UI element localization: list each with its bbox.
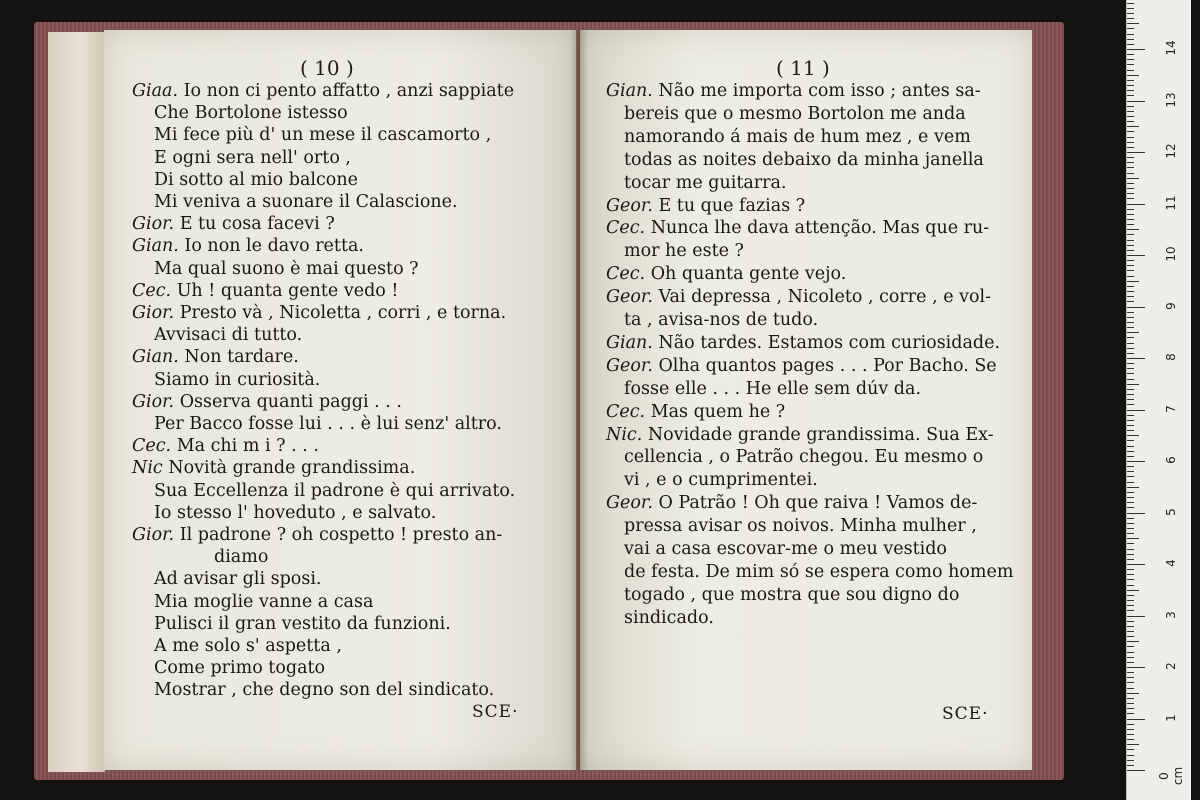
ruler-tick bbox=[1127, 466, 1134, 467]
ruler-tick bbox=[1127, 744, 1139, 745]
ruler-tick bbox=[1127, 234, 1134, 235]
line-text: E tu que fazias ? bbox=[652, 195, 806, 216]
line-text: Ad avisar gli sposi. bbox=[154, 569, 322, 590]
ruler-tick bbox=[1127, 410, 1145, 411]
text-line bbox=[624, 538, 947, 560]
ruler-tick bbox=[1127, 255, 1145, 256]
speaker-name: Cec. bbox=[132, 436, 172, 457]
ruler-tick bbox=[1127, 451, 1134, 452]
ruler-tick bbox=[1127, 461, 1145, 462]
ruler-number: 3 bbox=[1164, 610, 1178, 619]
line-text: togado , que mostra que sou digno do bbox=[624, 584, 960, 605]
ruler-tick bbox=[1127, 389, 1134, 390]
line-text: vi , e o cumprimentei. bbox=[624, 470, 818, 491]
ruler-tick bbox=[1127, 739, 1134, 740]
line-text: Per Bacco fosse lui . . . è lui senz' altro. bbox=[154, 414, 502, 434]
ruler-tick bbox=[1127, 59, 1134, 60]
line-text: Mi fece più d' un mese il cascamorto , bbox=[154, 125, 492, 146]
line-text: Nunca lhe dava attenção. Mas que ru- bbox=[645, 218, 990, 239]
ruler-tick bbox=[1127, 137, 1134, 138]
ruler-tick bbox=[1127, 569, 1134, 570]
ruler-number: 2 bbox=[1164, 662, 1178, 670]
ruler-tick bbox=[1127, 152, 1145, 153]
line-text: E ogni sera nell' orto , bbox=[154, 147, 351, 168]
text-line bbox=[132, 391, 402, 413]
line-text: Siamo in curiosità. bbox=[154, 369, 321, 390]
ruler-number: 5 bbox=[1164, 507, 1178, 516]
text-line bbox=[606, 332, 1000, 354]
ruler-tick bbox=[1127, 404, 1134, 405]
text-line bbox=[624, 584, 959, 606]
ruler-tick bbox=[1127, 765, 1134, 766]
ruler-tick bbox=[1127, 219, 1134, 220]
line-text: Il padrone ? oh cospetto ! presto an- bbox=[174, 525, 503, 545]
ruler-tick bbox=[1127, 327, 1134, 328]
text-line bbox=[624, 103, 966, 125]
ruler-tick bbox=[1127, 528, 1134, 529]
ruler-tick bbox=[1127, 482, 1134, 483]
ruler-tick bbox=[1127, 513, 1145, 514]
ruler-tick bbox=[1127, 677, 1134, 678]
line-text: Não tardes. Estamos com curiosidade. bbox=[652, 332, 1001, 353]
text-line bbox=[624, 126, 971, 148]
ruler-tick bbox=[1127, 590, 1139, 591]
text-line bbox=[132, 213, 335, 235]
line-text: Novità grande grandissima. bbox=[162, 458, 416, 479]
text-line bbox=[606, 263, 846, 285]
text-line bbox=[154, 191, 458, 213]
speaker-name: Gior. bbox=[132, 214, 175, 235]
ruler-tick bbox=[1127, 543, 1134, 544]
catchword-left: SCE· bbox=[472, 702, 519, 722]
line-text: bereis que o mesmo Bortolon me anda bbox=[624, 103, 966, 124]
speaker-name: Cec. bbox=[606, 218, 646, 239]
text-line bbox=[154, 679, 494, 701]
text-line bbox=[214, 546, 268, 568]
ruler-tick bbox=[1127, 662, 1134, 663]
text-line bbox=[154, 169, 358, 191]
text-line bbox=[154, 413, 502, 435]
text-line bbox=[624, 607, 714, 629]
ruler-tick bbox=[1127, 415, 1134, 416]
ruler-tick bbox=[1127, 631, 1134, 632]
line-text: A me solo s' aspetta , bbox=[154, 636, 342, 656]
text-line bbox=[624, 446, 983, 468]
ruler-number: 14 bbox=[1164, 40, 1178, 56]
ruler-tick bbox=[1127, 343, 1134, 344]
ruler-tick bbox=[1127, 322, 1134, 323]
line-text: Sua Eccellenza il padrone è qui arrivato. bbox=[154, 480, 516, 501]
ruler-tick bbox=[1127, 394, 1134, 395]
ruler-tick bbox=[1127, 193, 1134, 194]
ruler-tick bbox=[1127, 95, 1134, 96]
ruler-tick bbox=[1127, 559, 1134, 560]
ruler-tick bbox=[1127, 260, 1134, 261]
ruler-tick bbox=[1127, 682, 1134, 683]
ruler-tick bbox=[1127, 54, 1134, 55]
ruler-number: 13 bbox=[1164, 91, 1178, 108]
text-line bbox=[154, 102, 348, 124]
text-line bbox=[154, 480, 515, 502]
ruler-tick bbox=[1127, 188, 1134, 189]
ruler-tick bbox=[1127, 698, 1134, 699]
text-line bbox=[606, 80, 981, 102]
speaker-name: Gian. bbox=[132, 347, 179, 368]
line-text: Io non ci pento affatto , anzi sappiate bbox=[178, 81, 515, 101]
text-line bbox=[624, 469, 818, 491]
ruler-tick bbox=[1127, 564, 1145, 565]
ruler-tick bbox=[1127, 317, 1134, 318]
speaker-name: Nic. bbox=[606, 424, 643, 445]
ruler-tick bbox=[1127, 291, 1134, 292]
line-text: de festa. De mim só se espera como homem bbox=[624, 561, 1014, 582]
ruler-tick bbox=[1127, 75, 1139, 76]
speaker-name: Gior. bbox=[132, 525, 175, 545]
ruler-tick bbox=[1127, 39, 1134, 40]
line-text: Come primo togato bbox=[154, 658, 326, 679]
ruler-tick bbox=[1127, 435, 1139, 436]
line-text: Mostrar , che degno son del sindicato. bbox=[154, 680, 495, 701]
flyleaf-edge bbox=[48, 32, 105, 772]
ruler-tick bbox=[1127, 13, 1134, 14]
line-text: Avvisaci di tutto. bbox=[154, 325, 303, 346]
line-text: Presto và , Nicoletta , corri , e torna. bbox=[174, 303, 507, 323]
ruler-tick bbox=[1127, 430, 1134, 431]
ruler-number: 9 bbox=[1164, 301, 1178, 310]
ruler-tick bbox=[1127, 538, 1139, 539]
ruler-tick bbox=[1127, 214, 1134, 215]
speaker-name: Gior. bbox=[132, 391, 175, 412]
page-number-right: ( 11 ) bbox=[776, 56, 830, 80]
ruler-tick bbox=[1127, 646, 1134, 647]
text-line bbox=[132, 435, 319, 457]
text-line bbox=[606, 286, 991, 308]
ruler-tick bbox=[1127, 80, 1134, 81]
right-page bbox=[580, 30, 1032, 770]
line-text: Não me importa com isso ; antes sa- bbox=[652, 81, 981, 101]
text-line bbox=[624, 149, 984, 171]
ruler-number: 12 bbox=[1164, 143, 1178, 159]
ruler-tick bbox=[1127, 605, 1134, 606]
text-line bbox=[132, 280, 398, 302]
text-line bbox=[154, 568, 321, 590]
line-text: tocar me guitarra. bbox=[624, 172, 787, 193]
line-text: Mas quem he ? bbox=[645, 401, 786, 422]
line-text: Vai depressa , Nicoleto , corre , e vol- bbox=[652, 287, 992, 308]
ruler-tick bbox=[1127, 23, 1139, 24]
ruler-tick bbox=[1127, 363, 1134, 364]
ruler-tick bbox=[1127, 672, 1134, 673]
ruler-tick bbox=[1127, 533, 1134, 534]
ruler-tick bbox=[1127, 729, 1134, 730]
line-text: sindicado. bbox=[624, 607, 714, 628]
ruler-tick bbox=[1127, 18, 1134, 19]
ruler-tick bbox=[1127, 497, 1134, 498]
ruler-tick bbox=[1127, 276, 1134, 277]
speaker-name: Nic bbox=[132, 458, 163, 479]
ruler-tick bbox=[1127, 616, 1145, 617]
ruler-tick bbox=[1127, 183, 1134, 184]
ruler-tick bbox=[1127, 229, 1139, 230]
ruler-tick bbox=[1127, 337, 1134, 338]
text-line bbox=[154, 613, 451, 635]
ruler-tick bbox=[1127, 198, 1134, 199]
line-text: Uh ! quanta gente vedo ! bbox=[171, 280, 399, 301]
ruler-tick bbox=[1127, 142, 1134, 143]
ruler-tick bbox=[1127, 28, 1134, 29]
text-line bbox=[624, 172, 787, 194]
ruler-tick bbox=[1127, 585, 1134, 586]
ruler-tick bbox=[1127, 307, 1145, 308]
ruler-number: 10 bbox=[1164, 246, 1178, 262]
ruler-tick bbox=[1127, 476, 1134, 477]
ruler-number: 4 bbox=[1164, 559, 1178, 567]
ruler-tick bbox=[1127, 749, 1134, 750]
ruler-number: 11 bbox=[1164, 194, 1178, 211]
text-line bbox=[624, 561, 1013, 583]
line-text: Novidade grande grandissima. Sua Ex- bbox=[642, 424, 994, 445]
ruler-tick bbox=[1127, 693, 1139, 694]
ruler-tick bbox=[1127, 636, 1134, 637]
line-text: pressa avisar os noivos. Minha mulher , bbox=[624, 516, 977, 537]
speaker-name: Cec. bbox=[132, 280, 172, 301]
ruler-tick bbox=[1127, 281, 1139, 282]
ruler-tick bbox=[1127, 270, 1134, 271]
ruler-tick bbox=[1127, 178, 1139, 179]
ruler-tick bbox=[1127, 90, 1134, 91]
text-line bbox=[606, 424, 994, 446]
text-line bbox=[154, 124, 491, 146]
ruler-tick bbox=[1127, 708, 1134, 709]
ruler-tick bbox=[1127, 507, 1134, 508]
ruler-tick bbox=[1127, 368, 1134, 369]
ruler-tick bbox=[1127, 399, 1134, 400]
ruler-tick bbox=[1127, 734, 1134, 735]
line-text: todas as noites debaixo da minha janella bbox=[624, 149, 984, 170]
speaker-name: Gian. bbox=[606, 332, 653, 353]
ruler-tick bbox=[1127, 523, 1134, 524]
text-line bbox=[606, 492, 977, 514]
ruler-tick bbox=[1127, 245, 1134, 246]
text-line bbox=[624, 309, 818, 331]
text-line bbox=[154, 591, 373, 613]
line-text: Ma qual suono è mai questo ? bbox=[154, 258, 419, 279]
ruler-tick bbox=[1127, 770, 1145, 771]
ruler-tick bbox=[1127, 610, 1134, 611]
text-line bbox=[132, 346, 299, 368]
ruler-tick bbox=[1127, 64, 1134, 65]
speaker-name: Geor. bbox=[606, 195, 653, 216]
ruler-tick bbox=[1127, 116, 1134, 117]
text-line bbox=[132, 457, 415, 479]
catchword-right: SCE· bbox=[942, 704, 989, 724]
ruler-tick bbox=[1127, 85, 1134, 86]
ruler-tick bbox=[1127, 595, 1134, 596]
ruler-tick bbox=[1127, 8, 1134, 9]
ruler-tick bbox=[1127, 121, 1134, 122]
ruler-tick bbox=[1127, 162, 1134, 163]
ruler-tick bbox=[1127, 126, 1139, 127]
ruler-number: 6 bbox=[1164, 456, 1178, 464]
line-text: fosse elle . . . He elle sem dúv da. bbox=[624, 378, 922, 399]
text-line bbox=[154, 258, 419, 280]
text-line bbox=[132, 302, 506, 324]
ruler-tick bbox=[1127, 713, 1134, 714]
text-line bbox=[132, 80, 514, 102]
line-text: Non tardare. bbox=[178, 347, 299, 368]
line-text: diamo bbox=[214, 547, 269, 568]
ruler-tick bbox=[1127, 209, 1134, 210]
ruler-tick bbox=[1127, 70, 1134, 71]
ruler-tick bbox=[1127, 379, 1134, 380]
ruler-tick bbox=[1127, 471, 1134, 472]
ruler-tick bbox=[1127, 579, 1134, 580]
speaker-name: Gian. bbox=[606, 81, 653, 101]
text-line bbox=[132, 524, 502, 546]
ruler-tick bbox=[1127, 312, 1134, 313]
ruler-tick bbox=[1127, 600, 1134, 601]
text-line bbox=[154, 502, 436, 524]
speaker-name: Geor. bbox=[606, 287, 653, 308]
ruler-tick bbox=[1127, 34, 1134, 35]
line-text: vai a casa escovar-me o meu vestido bbox=[624, 539, 947, 559]
speaker-name: Gior. bbox=[132, 303, 175, 323]
line-text: ta , avisa-nos de tudo. bbox=[624, 310, 819, 330]
ruler-tick bbox=[1127, 502, 1134, 503]
text-line bbox=[606, 355, 997, 377]
text-line bbox=[624, 240, 744, 262]
ruler-tick bbox=[1127, 621, 1134, 622]
ruler-tick bbox=[1127, 332, 1139, 333]
ruler-tick bbox=[1127, 49, 1145, 50]
measuring-ruler bbox=[1126, 0, 1191, 800]
book-gutter bbox=[570, 30, 588, 770]
line-text: Oh quanta gente vejo. bbox=[645, 264, 847, 285]
ruler-tick bbox=[1127, 204, 1145, 205]
line-text: Ma chi m i ? . . . bbox=[171, 436, 319, 457]
ruler-tick bbox=[1127, 111, 1134, 112]
line-text: E tu cosa facevi ? bbox=[174, 214, 335, 235]
line-text: namorando á mais de hum mez , e vem bbox=[624, 126, 971, 147]
text-line bbox=[606, 195, 805, 217]
text-line bbox=[132, 235, 364, 257]
ruler-tick bbox=[1127, 224, 1134, 225]
left-page bbox=[104, 30, 576, 770]
ruler-tick bbox=[1127, 760, 1134, 761]
ruler-tick bbox=[1127, 574, 1134, 575]
text-line bbox=[154, 324, 302, 346]
ruler-tick bbox=[1127, 703, 1134, 704]
ruler-tick bbox=[1127, 101, 1145, 102]
line-text: Mia moglie vanne a casa bbox=[154, 591, 374, 612]
ruler-tick bbox=[1127, 641, 1139, 642]
ruler-tick bbox=[1127, 157, 1134, 158]
ruler-unit-label: 0 cm bbox=[1157, 766, 1185, 786]
line-text: Io stesso l' hoveduto , e salvato. bbox=[154, 502, 437, 523]
ruler-number: 7 bbox=[1164, 404, 1178, 413]
ruler-tick bbox=[1127, 384, 1139, 385]
line-text: Di sotto al mio balcone bbox=[154, 169, 358, 190]
ruler-tick bbox=[1127, 44, 1134, 45]
speaker-name: Giaa. bbox=[132, 81, 179, 101]
ruler-tick bbox=[1127, 652, 1134, 653]
line-text: Olha quantos pages . . . Por Bacho. Se bbox=[652, 355, 997, 376]
text-line bbox=[154, 147, 351, 169]
ruler-tick bbox=[1127, 554, 1134, 555]
text-line bbox=[606, 401, 785, 423]
line-text: Osserva quanti paggi . . . bbox=[174, 391, 402, 412]
line-text: Pulisci il gran vestito da funzioni. bbox=[154, 613, 451, 634]
ruler-tick bbox=[1127, 250, 1134, 251]
ruler-tick bbox=[1127, 626, 1134, 627]
ruler-tick bbox=[1127, 301, 1134, 302]
ruler-tick bbox=[1127, 549, 1134, 550]
ruler-tick bbox=[1127, 420, 1134, 421]
ruler-tick bbox=[1127, 719, 1145, 720]
speaker-name: Gian. bbox=[132, 236, 179, 257]
ruler-tick bbox=[1127, 353, 1134, 354]
line-text: Mi veniva a suonare il Calascione. bbox=[154, 192, 458, 212]
ruler-tick bbox=[1127, 667, 1145, 668]
ruler-tick bbox=[1127, 657, 1134, 658]
ruler-number: 8 bbox=[1164, 353, 1178, 361]
ruler-tick bbox=[1127, 446, 1134, 447]
ruler-tick bbox=[1127, 755, 1134, 756]
ruler-tick bbox=[1127, 173, 1134, 174]
ruler-tick bbox=[1127, 131, 1134, 132]
ruler-tick bbox=[1127, 440, 1134, 441]
text-line bbox=[624, 378, 921, 400]
ruler-tick bbox=[1127, 286, 1134, 287]
text-line bbox=[154, 657, 325, 679]
ruler-tick bbox=[1127, 518, 1134, 519]
ruler-tick bbox=[1127, 240, 1134, 241]
text-line bbox=[154, 369, 320, 391]
speaker-name: Cec. bbox=[606, 401, 646, 422]
ruler-tick bbox=[1127, 724, 1134, 725]
ruler-tick bbox=[1127, 348, 1134, 349]
ruler-tick bbox=[1127, 167, 1134, 168]
ruler-tick bbox=[1127, 358, 1145, 359]
speaker-name: Geor. bbox=[606, 355, 653, 376]
line-text: Io non le davo retta. bbox=[178, 236, 364, 257]
ruler-tick bbox=[1127, 688, 1134, 689]
line-text: cellencia , o Patrão chegou. Eu mesmo o bbox=[624, 447, 984, 468]
ruler-tick bbox=[1127, 373, 1134, 374]
ruler-tick bbox=[1127, 147, 1134, 148]
ruler-tick bbox=[1127, 265, 1134, 266]
speaker-name: Geor. bbox=[606, 493, 653, 514]
ruler-tick bbox=[1127, 106, 1134, 107]
text-line bbox=[624, 515, 977, 537]
speaker-name: Cec. bbox=[606, 264, 646, 285]
ruler-number: 1 bbox=[1164, 713, 1178, 722]
ruler-tick bbox=[1127, 3, 1134, 4]
text-line bbox=[154, 635, 342, 657]
ruler-tick bbox=[1127, 492, 1134, 493]
line-text: O Patrão ! Oh que raiva ! Vamos de- bbox=[652, 493, 978, 514]
ruler-tick bbox=[1127, 296, 1134, 297]
ruler-tick bbox=[1127, 487, 1139, 488]
ruler-tick bbox=[1127, 425, 1134, 426]
ruler-tick bbox=[1127, 456, 1134, 457]
line-text: Che Bortolone istesso bbox=[154, 103, 348, 124]
line-text: mor he este ? bbox=[624, 241, 744, 262]
page-number-left: ( 10 ) bbox=[300, 56, 354, 80]
text-line bbox=[606, 217, 989, 239]
